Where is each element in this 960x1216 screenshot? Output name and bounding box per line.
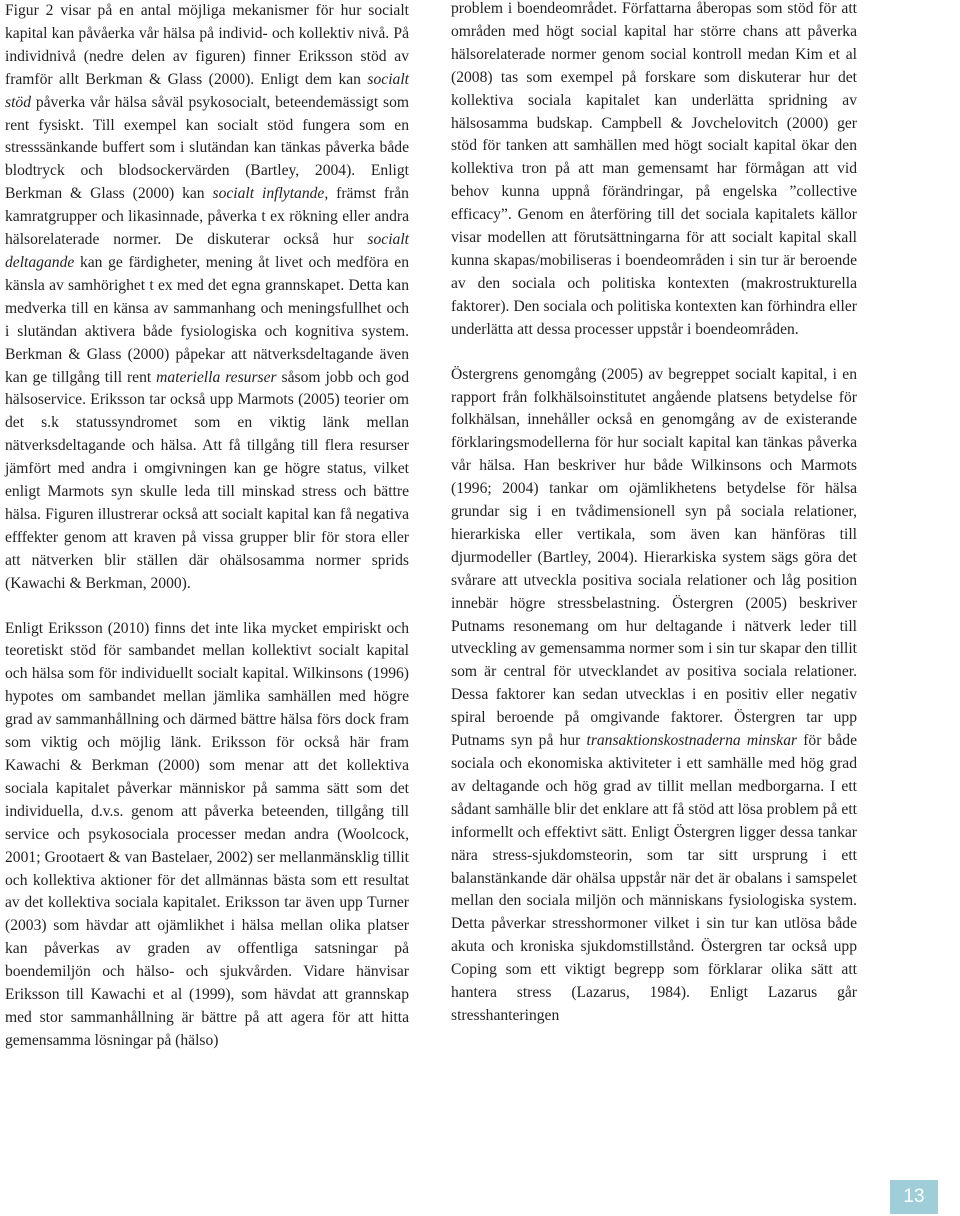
- right-text-column: [451, 0, 857, 1028]
- paragraph: Figur 2 visar på en antal möjliga mekanismer för hur socialt kapital kan påvåerka vår hälsa på individ- och kollektiv nivå. På individnivå (nedre delen av figuren) finner Eriksson stöd av framför allt Berkman & Glass (2000). Enligt dem kan socialt stöd påverka vår hälsa såväl psykosocialt, beteendemässigt som rent fysiskt. Till exempel kan socialt stöd fungera som en stresssänkande buffert som i slutändan kan tänkas påverka både blodtryck och blodsockervärden (Bartley, 2004). Enligt Berkman & Glass (2000) kan socialt inflytande, främst från kamratgrupper och likasinnade, påverka t ex rökning eller andra hälsorelaterade normer. De diskuterar också hur socialt deltagande kan ge färdigheter, mening åt livet och medföra en känsla av samhörighet t ex med det egna grannskapet. Detta kan medverka till en känsa av sammanhang och meningsfullhet och i slutändan aktivera både fysiologiska och kognitiva system. Berkman & Glass (2000) påpekar att nätverksdeltagande även kan ge tillgång till rent materiella resurser såsom jobb och god hälsoservice. Eriksson tar också upp Marmots (2005) teorier om det s.k statussyndromet som en viktig länk mellan nätverksdeltagande och hälsa. Att få tillgång till flera resurser jämfört med andra i omgivningen kan ge högre status, vilket enligt Marmots syn skulle leda till minskad stress och bättre hälsa. Figuren illustrerar också att socialt kapital kan få negativa efffekter genom att kraven på vissa grupper blir för stora eller att nätverken blir ställen där ohälsosamma normer sprids (Kawachi & Berkman, 2000).: [5, 2, 409, 592]
- left-text-column: [5, 0, 409, 1053]
- paragraph: Enligt Eriksson (2010) finns det inte lika mycket empiriskt och teoretiskt stöd för sambandet mellan kollektivt socialt kapital och hälsa som för individuellt socialt kapital. Wilkinsons (1996) hypotes om sambandet mellan jämlika samhällen med högre grad av sammanhållning och därmed bättre hälsa förs dock fram som viktig och möjlig länk. Eriksson för också här fram Kawachi & Berkman (2000) som menar att det kollektiva sociala kapitalet påverkar människor på samma sätt som det individuella, d.v.s. genom att påverka beteenden, tillgång till service och psykosociala processer medan andra (Woolcock, 2001; Grootaert & van Bastelaer, 2002) ser mellanmänsklig tillit och kollektiva aktioner för det allmännas bästa som ett resultat av det kollektiva sociala kapitalet. Eriksson tar även upp Turner (2003) som hävdar att ojämlikhet i hälsa mellan olika platser kan påverkas av graden av offentliga satsningar på boendemiljön och hälso- och sjukvården. Vidare hänvisar Eriksson till Kawachi et al (1999), som hävdat att grannskap med stor sammanhållning är bättre på att agera för att hitta gemensamma lösningar på (hälso): [5, 619, 409, 1049]
- paragraph: Östergrens genomgång (2005) av begreppet socialt kapital, i en rapport från folkhälsoinstitutet angående platsens betydelse för folkhälsan, innehåller också en genomgång av de existerande förklaringsmodellerna för hur socialt kapital kan tänkas påverka vår hälsa. Han beskriver hur både Wilkinsons och Marmots (1996; 2004) tankar om ojämlikhetens betydelse för hälsa grundar sig i en tvådimensionell syn på sociala relationer, hierarkiska eller vertikala, som även kan hänföras till djurmodeller (Bartley, 2004). Hierarkiska system sägs göra det svårare att utveckla positiva sociala relationer och låg position innebär högre stressbelastning. Östergren (2005) beskriver Putnams resonemang om hur deltagande i nätverk leder till utveckling av gemensamma normer som i sin tur skapar den tillit som är central för utvecklandet av positiva sociala relationer. Dessa faktorer kan sedan utvecklas i en positiv eller negativ spiral beroende på omgivande faktorer. Östergren tar upp Putnams syn på hur transaktionskostnaderna minskar för både sociala och ekonomiska aktiviteter i ett samhälle med hög grad av deltagande och hög grad av tillit mellan medborgarna. I ett sådant samhälle blir det enklare att få stöd att lösa problem på ett informellt och effektivt sätt. Enligt Östergren ligger dessa tankar nära stress-sjukdomsteorin, som tar sitt ursprung i ett balanstänkande där ohälsa uppstår när det är obalans i samspelet mellan den sociala miljön och människans fysiologiska system. Detta påverkar stresshormoner vilket i sin tur kan utlösa både akuta och kroniska sjukdomstillstånd. Östergren tar också upp Coping som ett viktigt begrepp som förklarar olika sätt att hantera stress (Lazarus, 1984). Enligt Lazarus går stresshanteringen: [451, 365, 857, 1024]
- page-number: 13: [890, 1180, 938, 1214]
- paragraph: problem i boendeområdet. Författarna åberopas som stöd för att områden med högt social kapital har större chans att påverka hälsorelaterade normer genom social kontroll medan Kim et al (2008) tas som exempel på forskare som diskuterar hur det kollektiva sociala kapitalet kan underlätta spridning av hälsosamma budskap. Campbell & Jovchelovitch (2000) ger stöd för tanken att samhällen med högt socialt kapital ökar den kollektiva tron på att man gemensamt har förmågan att vid behov kunna uppnå förändringar, på engelska ”collective efficacy”. Genom en återföring till det sociala kapitalets källor visar modellen att förutsättningarna för att socialt kapital skall kunna skapas/mobiliseras i boendeområden i sin tur är beroende av den sociala och politiska kontexten (makrostrukturella faktorer). Den sociala och politiska kontexten kan förhindra eller underlätta att dessa processer uppstår i boendeområden.: [451, 0, 857, 338]
